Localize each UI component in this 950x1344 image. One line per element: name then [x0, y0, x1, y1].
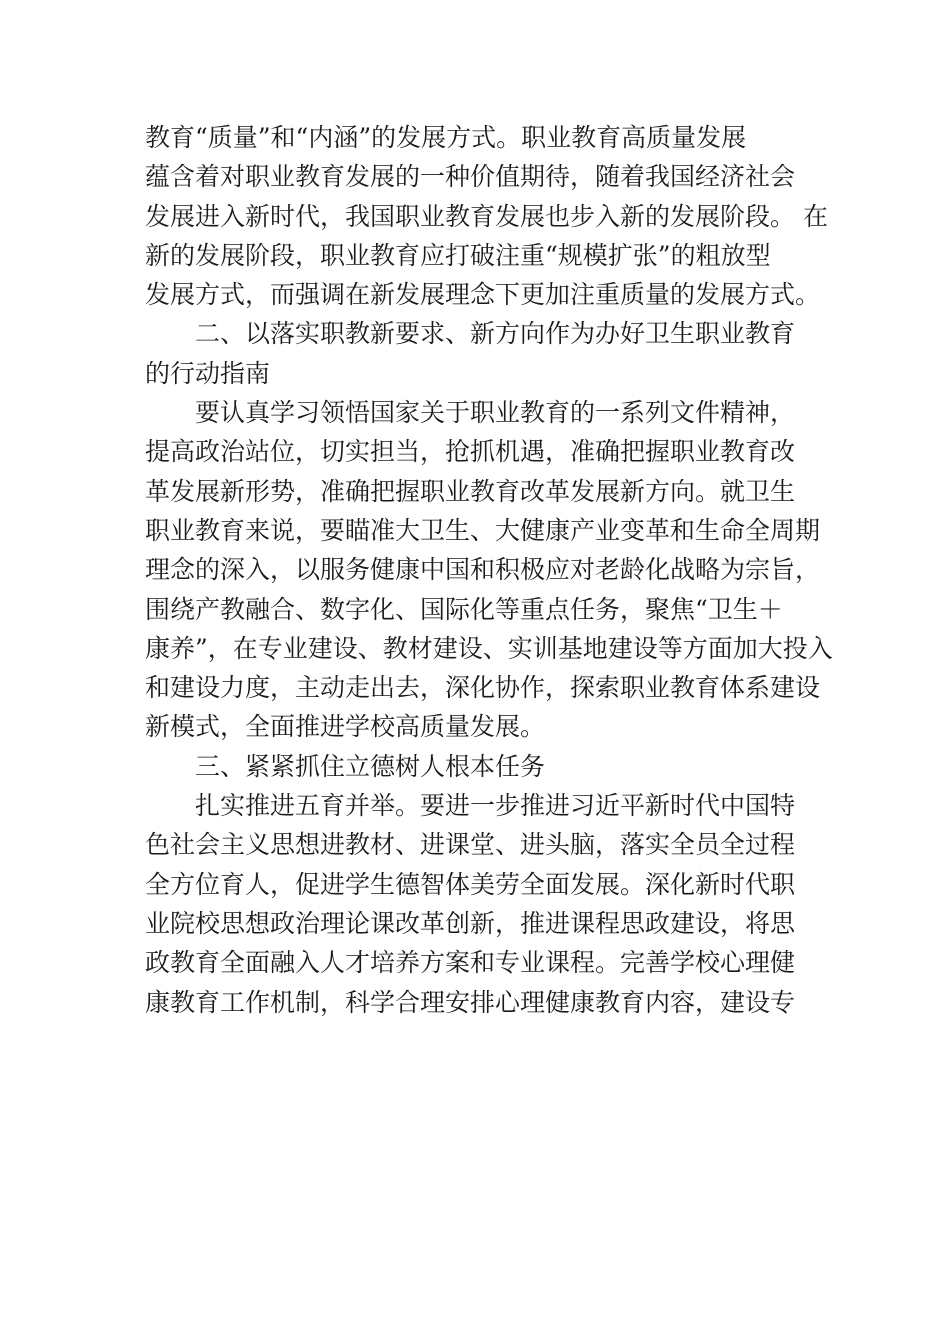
- text-line: 新的发展阶段，职业教育应打破注重“规模扩张”的粗放型: [145, 240, 771, 270]
- text-line: 和建设力度，主动走出去，深化协作，探索职业教育体系建设: [145, 673, 821, 703]
- text-line: 的行动指南: [145, 358, 271, 388]
- text-line: 蕴含着对职业教育发展的一种价值期待，随着我国经济社会: [145, 162, 796, 192]
- text-line: 全方位育人，促进学生德智体美劳全面发展。深化新时代职: [145, 869, 796, 899]
- text-line: 发展方式，而强调在新发展理念下更加注重质量的发展方式。: [145, 280, 821, 310]
- text-line: 要认真学习领悟国家关于职业教育的一系列文件精神，: [195, 398, 796, 428]
- text-line: 围绕产教融合、数字化、国际化等重点任务，聚焦“卫生＋: [145, 594, 783, 624]
- text-line: 发展进入新时代，我国职业教育发展也步入新的发展阶段。 在: [145, 201, 828, 231]
- text-line: 业院校思想政治理论课改革创新，推进课程思政建设，将思: [145, 908, 796, 938]
- body-text: [145, 118, 833, 1022]
- text-line: 职业教育来说，要瞄准大卫生、大健康产业变革和生命全周期: [145, 515, 821, 545]
- text-line: 扎实推进五育并举。要进一步推进习近平新时代中国特: [195, 791, 796, 821]
- text-line: 提高政治站位，切实担当，抢抓机遇，准确把握职业教育改: [145, 437, 796, 467]
- text-line: 二、以落实职教新要求、新方向作为办好卫生职业教育: [195, 319, 796, 349]
- text-line: 三、紧紧抓住立德树人根本任务: [195, 751, 546, 781]
- text-line: 色社会主义思想进教材、进课堂、进头脑，落实全员全过程: [145, 830, 796, 860]
- text-line: 革发展新形势，准确把握职业教育改革发展新方向。就卫生: [145, 476, 796, 506]
- text-line: 政教育全面融入人才培养方案和专业课程。完善学校心理健: [145, 948, 796, 978]
- text-line: 康教育工作机制，科学合理安排心理健康教育内容，建设专: [145, 987, 796, 1017]
- text-line: 理念的深入，以服务健康中国和积极应对老龄化战略为宗旨，: [145, 555, 821, 585]
- text-line: 新模式，全面推进学校高质量发展。: [145, 712, 546, 742]
- text-line: 教育“质量”和“内涵”的发展方式。职业教育高质量发展: [145, 123, 747, 152]
- text-line: 康养”，在专业建设、教材建设、实训基地建设等方面加大投入: [145, 633, 833, 663]
